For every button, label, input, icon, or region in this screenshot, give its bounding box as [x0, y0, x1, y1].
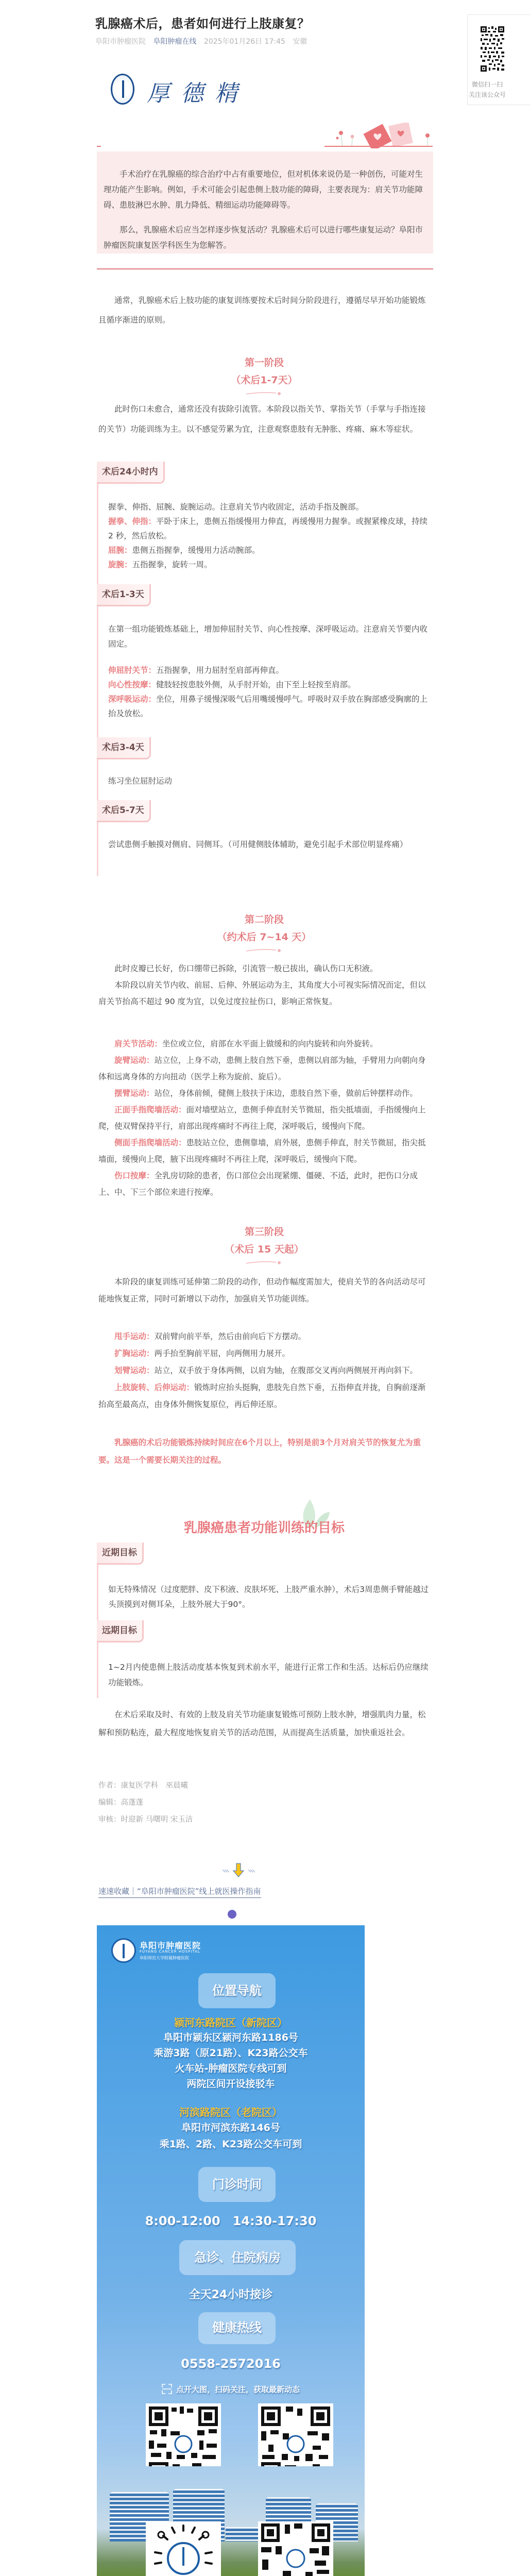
divider	[324, 146, 433, 147]
exercise-name: 向心性按摩：	[108, 680, 157, 689]
section-bar	[97, 1563, 98, 1624]
exercise-desc: 两手抬至胸前平屈，向两侧用力展开。	[154, 1349, 290, 1358]
exercise-item	[98, 1379, 429, 1413]
section-intro: 在第一组功能锻炼基础上，增加伸屈肘关节、向心性按摩、深呼吸运动。注意肩关节要内收固定。	[108, 624, 428, 649]
exercise-name: 扩胸运动：	[114, 1349, 155, 1358]
stage-period: （术后 15 天起）	[225, 1244, 304, 1255]
goal-text: 1~2月内使患侧上肢活动度基本恢复到术前水平，能进行正常工作和生活。达标后仍应继续功能锻炼。	[108, 1663, 429, 1687]
exercise-item	[108, 557, 432, 572]
swoosh-icon	[246, 948, 282, 953]
exercise-name: 侧面手指爬墙活动：	[114, 1138, 186, 1147]
stage-heading	[95, 911, 433, 953]
hospital-seal-icon	[111, 74, 134, 105]
divider	[97, 268, 433, 269]
exercise-desc: 平卧于床上，患侧五指缓慢用力伸直，再缓慢用力握拳。或握紧橡皮球，持续 2 秒，然后放松。	[108, 517, 428, 540]
campus-line: 两院区间开设接驳车	[186, 2078, 275, 2090]
related-article-link[interactable]: 速速收藏｜“阜阳市肿瘤医院”线上就医操作指南	[98, 1886, 261, 1898]
purple-dot-icon	[228, 1910, 236, 1919]
goals-title: 乳腺癌患者功能训练的目标	[183, 1520, 345, 1536]
scan-tip-text: 点开大图，扫码关注，获取最新动态	[176, 2385, 300, 2394]
exercise-desc: 站位，身体前倾，健侧上肢扶于床边，患肢自然下垂，做前后钟摆样动作。	[154, 1089, 418, 1098]
mini-program-code-icon	[146, 2521, 221, 2576]
swoosh-icon	[246, 1260, 282, 1265]
section-intro: 练习坐位屈肘运动	[108, 776, 173, 786]
exercise-item	[108, 663, 432, 677]
poster-hospital-cn: 阜阳市肿瘤医院	[140, 1941, 201, 1951]
clinic-hours: 8:00-12:00 14:30-17:30	[145, 2214, 317, 2228]
arrow-down-icon	[221, 1862, 258, 1878]
section-intro: 尝试患侧手触摸对侧肩、同侧耳。（可用健侧肢体辅助，避免引起手术部位明显疼痛）	[108, 840, 408, 849]
exercise-item	[98, 1134, 429, 1167]
intro-box	[97, 151, 433, 253]
exercise-desc: 患侧五指握拳，缓慢用力活动腕部。	[132, 546, 260, 555]
exercise-desc: 坐位，用鼻子缓慢深吸气后用嘴缓慢呼气。呼吸时双手放在胸部感受胸廓的上抬及放松。	[108, 694, 428, 718]
campus-name: 河滨路院区（老院区）	[179, 2106, 282, 2119]
exercise-name: 划臂运动：	[114, 1366, 155, 1375]
emergency-label-box: 急诊、住院病房	[179, 2240, 296, 2275]
banner-motto: 厚德精	[147, 80, 249, 107]
exercise-desc: 五指握拳，旋转一周。	[132, 560, 212, 569]
exercise-name: 旋腕：	[108, 560, 132, 569]
exercise-desc: 健肢轻按患肢外侧，从手肘开始，由下至上轻按至肩部。	[156, 680, 356, 689]
campus-name: 颍河东路院区（新院区）	[174, 2016, 287, 2029]
stage-body	[98, 960, 429, 1200]
exercise-desc: 面对墙壁站立，患侧手伸直肘关节微屈，指尖抵墙面，手指缓慢向上爬，使双臂保持平行，肩部出现疼痛时不再往上爬，深呼吸后，缓慢向下爬。	[98, 1105, 426, 1131]
section-intro: 握拳、伸指、屈腕、旋腕运动。注意肩关节内收固定，活动手指及腕部。	[108, 502, 364, 512]
exercise-item	[98, 1167, 429, 1200]
stage-name: 第一阶段	[244, 357, 284, 368]
hearts-flowers-icon	[335, 123, 433, 148]
emphasis-paragraph: 乳腺癌的术后功能锻炼持续时间应在6个月以上，特别是前3个月对肩关节的恢复尤为重要。这是一个需要长期关注的过程。	[98, 1438, 421, 1465]
exercise-item	[98, 1101, 429, 1134]
stage-paragraph: 本阶段以肩关节内收、前屈、后伸、外展运动为主，其角度大小可视实际情况而定，但以肩关节抬高不超过 90 度为宜，以免过度拉扯伤口，影响正常恢复。	[98, 980, 426, 1006]
section-tag: 术后24小时内	[97, 462, 165, 484]
section-tag: 远期目标	[97, 1620, 144, 1642]
scan-tip	[97, 2384, 365, 2395]
exercise-name: 摆臂运动：	[114, 1089, 155, 1098]
qr-caption-line2: 关注该公众号	[468, 91, 506, 98]
campus-line: 乘游3路（原21路）、K23路公交车	[153, 2047, 308, 2059]
qr-code-icon	[258, 2521, 333, 2576]
section-body	[108, 500, 432, 572]
exercise-name: 旋臂运动：	[114, 1056, 155, 1065]
intro-paragraph: 那么，乳腺癌术后应当怎样逐步恢复活动？乳腺癌术后可以进行哪些康复运动？阜阳市肿瘤医院康复医学科医生为您解答。	[104, 225, 423, 250]
stage-desc: 此时伤口未愈合，通常还没有拔除引流管。本阶段以指关节、掌指关节（手掌与手指连接的关节）功能训练为主。以不感觉劳累为宜，注意观察患肢有无肿胀、疼痛、麻木等症状。	[98, 404, 426, 434]
campus-line: 阜阳市河滨东路146号	[181, 2122, 280, 2133]
qr-mini-program[interactable]	[146, 2521, 221, 2576]
meta-location: 安徽	[293, 38, 307, 46]
section-body	[108, 622, 432, 721]
exercise-item	[108, 543, 432, 557]
hotline-number[interactable]: 0558-2572016	[181, 2357, 281, 2371]
exercise-desc: 坐位或立位，肩部在水平面上做缓和的向内旋转和向外旋转。	[162, 1039, 378, 1048]
section-bar	[97, 1641, 98, 1698]
exercise-item	[108, 514, 432, 543]
meta-datetime: 2025年01月26日 17:45	[203, 38, 285, 46]
exercise-desc: 五指握拳，用力屈肘至肩部再伸直。	[156, 666, 284, 675]
principle-paragraph: 通常，乳腺癌术后上肢功能的康复训练要按术后时间分阶段进行，遵循尽早开始功能锻炼且循序渐进的原则。	[98, 296, 426, 325]
article-meta	[95, 36, 312, 46]
exercise-desc: 患肢站立位，患侧靠墙，肩外展，患侧手伸直，肘关节微屈，指尖抵墙面，缓慢向上爬，腋下出现疼痛时不再往上爬，深呼吸后，缓慢向下爬。	[98, 1138, 426, 1164]
exercise-name: 屈腕：	[108, 546, 132, 555]
exercise-desc: 站立位，上身不动，患侧上肢自然下垂，患侧以肩部为轴，手臂用力向朝向身体和远离身体的方向扭动（医学上称为旋前、旋后）。	[98, 1056, 426, 1081]
qr-code-icon	[481, 26, 504, 72]
exercise-name: 伤口按摩：	[114, 1171, 155, 1180]
poster-hospital-en: FUYANG CANCER HOSPITAL	[140, 1950, 200, 1954]
qr-video-account[interactable]	[258, 2521, 333, 2576]
exercise-name: 深呼吸运动：	[108, 694, 157, 704]
follow-qr-panel	[467, 14, 530, 105]
exercise-name: 肩关节活动：	[114, 1039, 163, 1048]
section-tag: 近期目标	[97, 1543, 144, 1565]
exercise-item	[98, 1328, 429, 1345]
credit-author: 作者：康复医学科 巫晨曦	[98, 1782, 188, 1790]
section-bar	[97, 482, 98, 587]
nav-label-box: 位置导航	[198, 1973, 276, 2008]
exercise-desc: 全乳房切除的患者，伤口部位会出现紧绷、僵硬、不适，此时，把伤口分成上、中、下三个部位来进行按摩。	[98, 1171, 418, 1197]
section-bar	[97, 604, 98, 738]
stage-period: （约术后 7~14 天）	[217, 931, 312, 943]
exercise-desc: 锻炼时应抬头挺胸，患肢先自然下垂，五指伸直并拢，自胸前逐渐抬高至最高点，由身体外侧恢复原位，再后伸还原。	[98, 1383, 426, 1409]
exercise-item	[98, 1052, 429, 1085]
exercise-desc: 双前臂向前平举，然后由前向后下方摆动。	[154, 1332, 306, 1341]
section-bar	[97, 820, 98, 876]
exercise-name: 握拳、伸指：	[108, 517, 157, 526]
stage-name: 第二阶段	[244, 914, 284, 925]
hospital-seal-icon	[111, 1938, 136, 1963]
stage-name: 第三阶段	[244, 1226, 284, 1238]
exercise-item	[98, 1036, 429, 1052]
credit-reviewer: 审核：时迎新 马曙明 宋玉洁	[98, 1816, 193, 1824]
emergency-hours: 全天24小时接诊	[189, 2289, 273, 2301]
meta-source: 阜阳市肿瘤医院	[95, 38, 146, 46]
exercise-desc: 站立，双手放于身体两侧，以肩为轴，在腹部交叉再向两侧展开再向斜下。	[154, 1366, 418, 1375]
campus-line: 乘1路、2路、K23路公交车可到	[159, 2139, 302, 2150]
intro-paragraph: 手术治疗在乳腺癌的综合治疗中占有重要地位，但对机体来说仍是一种创伤，可能对生理功能产生影响。例如，手术可能会引起患侧上肢功能的障碍，主要表现为：肩关节功能障碍、患肢淋巴水肿、肌力降低、精细运动功能障碍等。	[104, 170, 423, 210]
section-tag: 术后3-4天	[97, 737, 151, 759]
exercise-item	[108, 692, 432, 721]
exercise-name: 伸屈肘关节：	[108, 666, 157, 675]
exercise-name: 上肢旋转、后伸运动：	[114, 1383, 195, 1392]
exercise-item	[98, 1345, 429, 1362]
qr-caption-line1: 微信扫一扫	[471, 81, 503, 88]
credit-editor: 编辑：高蓬蓬	[98, 1799, 143, 1807]
exercise-item	[108, 677, 432, 692]
campus-line: 火车站-肿瘤医院专线可到	[175, 2063, 287, 2074]
exercise-item	[98, 1362, 429, 1379]
clinic-label-box: 门诊时间	[198, 2167, 276, 2202]
poster-hospital-sub: 阜阳师范大学附属肿瘤医院	[140, 1956, 189, 1960]
exercise-name: 正面手指爬墙活动：	[114, 1105, 186, 1114]
divider	[97, 146, 101, 147]
exercise-name: 甩手运动：	[114, 1332, 155, 1341]
stage-paragraph: 本阶段的康复训练可延伸第二阶段的动作，但动作幅度需加大，使肩关节的各向活动尽可能地恢复正常，同时可新增以下动作，加强肩关节功能训练。	[98, 1277, 426, 1303]
section-tag: 术后5-7天	[97, 800, 151, 822]
hotline-label-box: 健康热线	[198, 2312, 276, 2344]
stage-paragraph: 此时皮瓣已长好，伤口绷带已拆除，引流管一般已拔出，确认伤口无积液。	[114, 964, 378, 973]
swoosh-icon	[246, 391, 282, 396]
stage-body	[98, 1274, 429, 1469]
exercise-item	[98, 1085, 429, 1101]
campus-line: 阜阳市颍东区颍河东路1186号	[163, 2032, 298, 2043]
meta-account-link[interactable]: 阜阳肿瘤在线	[153, 38, 197, 46]
stage-heading	[95, 1223, 433, 1265]
section-bar	[97, 757, 98, 804]
goal-text: 如无特殊情况（过度肥胖、皮下积液、皮肤坏死、上肢严重水肿），术后3周患侧手臂能越过头顶摸到对侧耳朵，上肢外展大于90°。	[108, 1585, 429, 1609]
scan-icon	[162, 2384, 172, 2394]
conclusion-paragraph: 在术后采取及时、有效的上肢及肩关节功能康复锻炼可预防上肢水肿，增强肌肉力量，松解和预防粘连，最大程度地恢复肩关节的活动范围，从而提高生活质量，加快重返社会。	[98, 1710, 426, 1737]
hospital-info-poster	[97, 1925, 365, 2576]
stage-period: （术后1-7天）	[231, 375, 298, 386]
section-tag: 术后1-3天	[97, 584, 151, 606]
stage-heading	[95, 354, 433, 396]
article-title: 乳腺癌术后，患者如何进行上肢康复？	[95, 16, 310, 31]
